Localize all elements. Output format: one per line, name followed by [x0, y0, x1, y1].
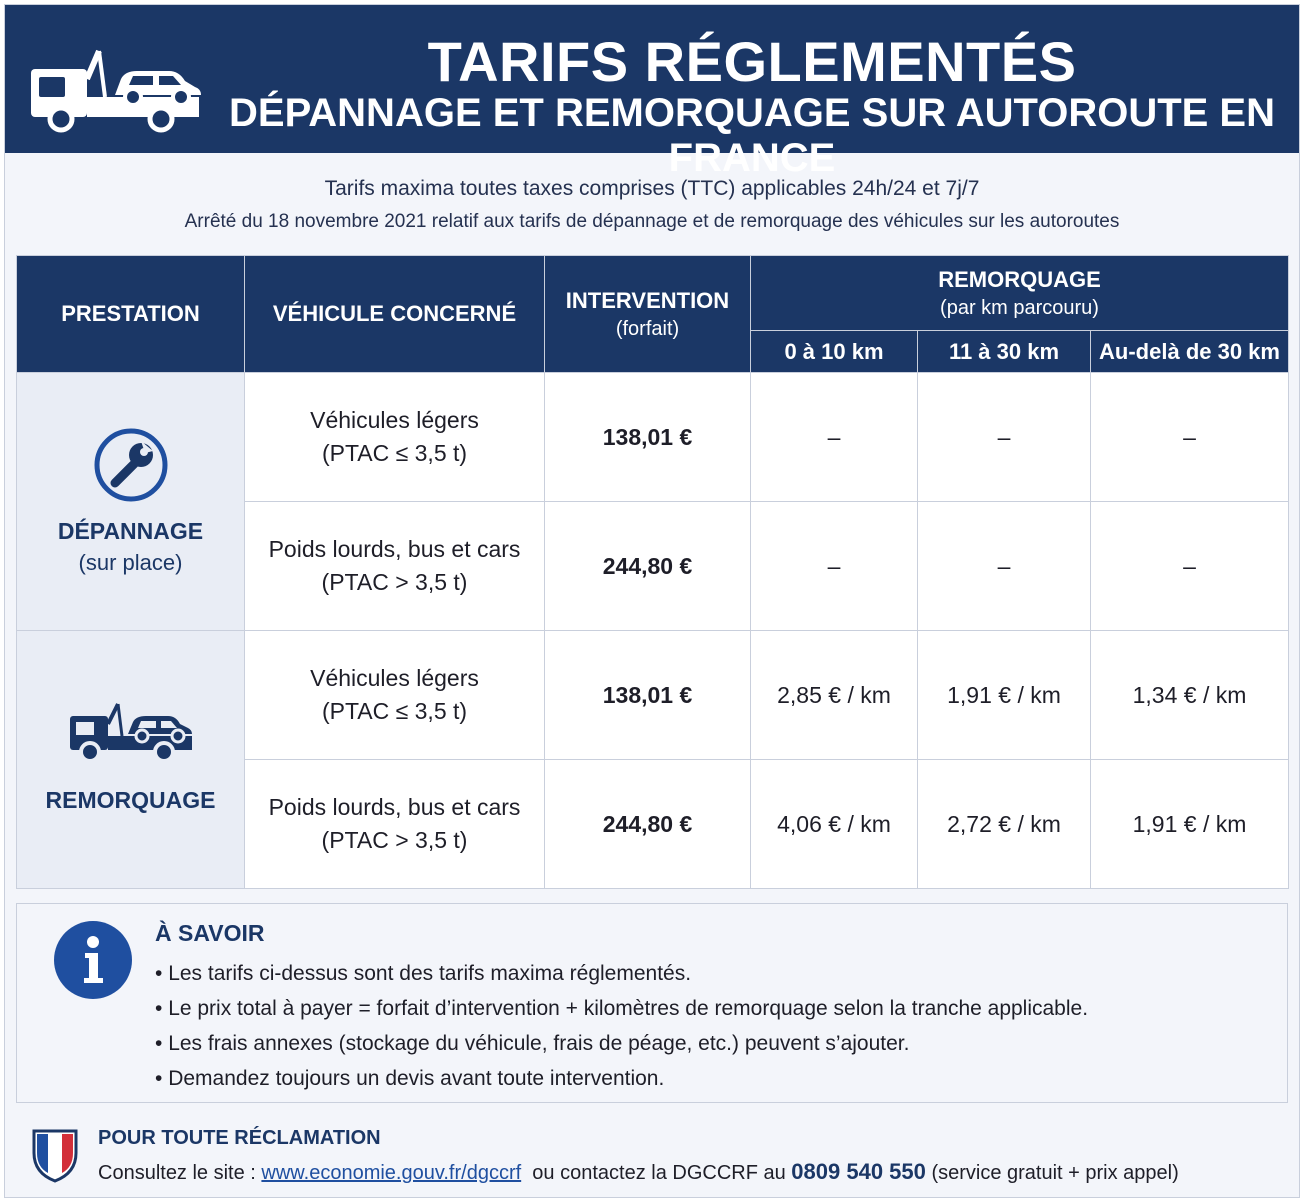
header-tranche-3: Au-delà de 30 km [1091, 331, 1289, 373]
intervention-price: 138,01 € [545, 631, 751, 760]
footer-title: POUR TOUTE RÉCLAMATION [98, 1127, 381, 1149]
km-rate-11-30: 2,72 € / km [918, 760, 1091, 889]
vehicle-ptac: (PTAC ≤ 3,5 t) [321, 698, 468, 724]
prestation-remorquage [17, 631, 245, 889]
info-title: À SAVOIR [155, 920, 265, 946]
header-intervention [545, 256, 751, 373]
vehicle-type: Véhicules légers [310, 407, 479, 433]
header-prestation: PRESTATION [17, 256, 245, 373]
vehicle-ptac: (PTAC > 3,5 t) [321, 827, 468, 853]
vehicle-cell [245, 373, 545, 502]
info-item: • Le prix total à payer = forfait d’intervention + kilomètres de remorquage selon la tranche applicable. [155, 991, 1088, 1026]
tow-truck-icon [29, 49, 205, 133]
table-row [17, 373, 1289, 502]
info-box [16, 903, 1288, 1103]
tariff-table [16, 255, 1289, 889]
vehicle-cell [245, 631, 545, 760]
info-item: • Les tarifs ci-dessus sont des tarifs maxima réglementés. [155, 956, 1088, 991]
km-rate-over-30: – [1091, 502, 1289, 631]
footer-prefix: Consultez le site : [98, 1162, 256, 1184]
header-tranche-1: 0 à 10 km [751, 331, 918, 373]
header-vehicle: VÉHICULE CONCERNÉ [245, 256, 545, 373]
dgccrf-link[interactable]: www.economie.gouv.fr/dgccrf [261, 1162, 522, 1184]
footer-suffix: (service gratuit + prix appel) [931, 1162, 1179, 1184]
km-rate-0-10: – [751, 373, 918, 502]
poster [4, 4, 1300, 1198]
km-rate-over-30: 1,91 € / km [1091, 760, 1289, 889]
header-remorquage-label: REMORQUAGE [938, 266, 1101, 292]
vehicle-ptac: (PTAC ≤ 3,5 t) [321, 440, 468, 466]
header-remorquage [751, 256, 1289, 331]
footer-contact [98, 1159, 1179, 1185]
french-shield-icon [31, 1127, 79, 1183]
info-item: • Les frais annexes (stockage du véhicule, frais de péage, etc.) peuvent s’ajouter. [155, 1026, 1088, 1061]
prestation-depannage-sub: (sur place) [78, 550, 183, 575]
km-rate-11-30: 1,91 € / km [918, 631, 1091, 760]
vehicle-type: Poids lourds, bus et cars [268, 536, 521, 562]
intro-line: Tarifs maxima toutes taxes comprises (TTC) applicables 24h/24 et 7j/7 [324, 177, 980, 200]
header-banner [5, 5, 1299, 180]
header-remorquage-sub: (par km parcouru) [940, 296, 1099, 319]
km-rate-over-30: 1,34 € / km [1091, 631, 1289, 760]
intervention-price: 138,01 € [545, 373, 751, 502]
info-item: • Demandez toujours un devis avant toute intervention. [155, 1061, 1088, 1096]
wrench-icon [91, 425, 171, 505]
intervention-price: 244,80 € [545, 502, 751, 631]
vehicle-cell [245, 502, 545, 631]
header-intervention-sub: (forfait) [615, 317, 680, 340]
prestation-depannage-label: DÉPANNAGE [57, 518, 204, 544]
info-list [155, 956, 1088, 1096]
table-row [17, 631, 1289, 760]
intervention-price: 244,80 € [545, 760, 751, 889]
km-rate-over-30: – [1091, 373, 1289, 502]
info-icon [53, 920, 133, 1000]
vehicle-cell [245, 760, 545, 889]
page-subtitle: DÉPANNAGE ET REMORQUAGE SUR AUTOROUTE EN FRANCE [229, 91, 1275, 180]
vehicle-type: Poids lourds, bus et cars [268, 794, 521, 820]
km-rate-0-10: – [751, 502, 918, 631]
prestation-depannage [17, 373, 245, 631]
phone-number: 0809 540 550 [791, 1159, 926, 1184]
decree-reference: Arrêté du 18 novembre 2021 relatif aux tarifs de dépannage et de remorquage des véhicules sur les autoroutes [184, 211, 1120, 232]
vehicle-type: Véhicules légers [310, 665, 479, 691]
prestation-remorquage-label: REMORQUAGE [45, 787, 216, 813]
tow-truck-icon [66, 702, 196, 764]
header-intervention-label: INTERVENTION [565, 287, 730, 313]
km-rate-11-30: – [918, 502, 1091, 631]
km-rate-0-10: 2,85 € / km [751, 631, 918, 760]
page-title: TARIFS RÉGLEMENTÉS [427, 30, 1077, 93]
header-tranche-2: 11 à 30 km [918, 331, 1091, 373]
footer-middle: ou contactez la DGCCRF au [532, 1162, 786, 1184]
km-rate-11-30: – [918, 373, 1091, 502]
vehicle-ptac: (PTAC > 3,5 t) [321, 569, 468, 595]
km-rate-0-10: 4,06 € / km [751, 760, 918, 889]
